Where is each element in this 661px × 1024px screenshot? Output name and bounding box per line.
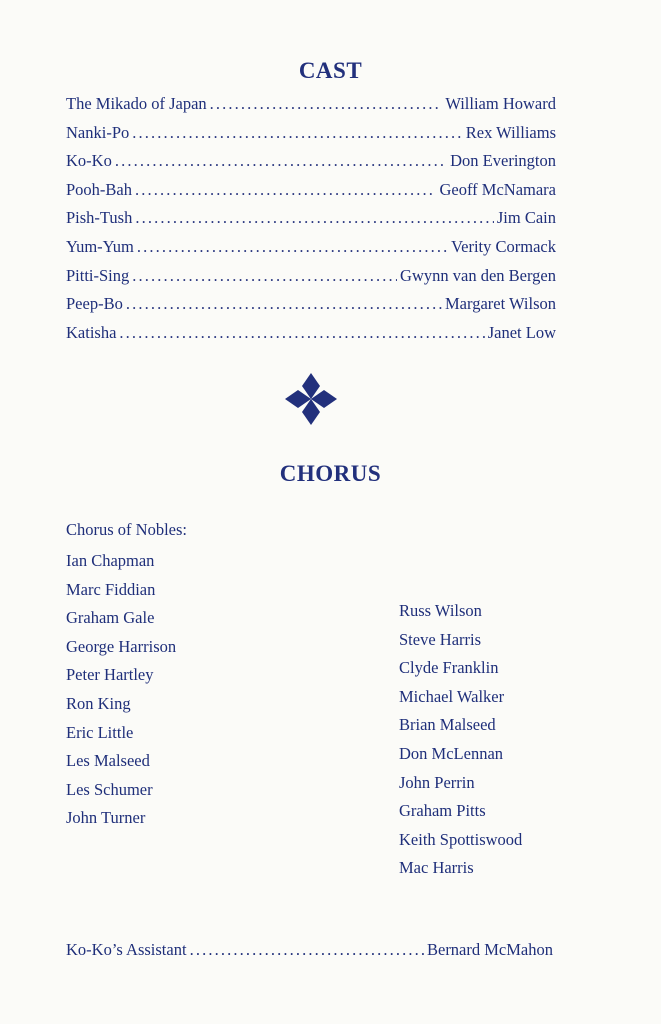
chorus-member: Brian Malseed (399, 715, 496, 735)
actor-name: Verity Cormack (451, 236, 556, 256)
role-name: Pitti-Sing (66, 265, 130, 285)
cast-row (66, 123, 556, 152)
chorus-left-column (66, 547, 176, 833)
leader-dots (132, 266, 397, 286)
role-name: Peep-Bo (66, 294, 123, 314)
leader-dots (119, 323, 484, 343)
leader-dots (210, 94, 443, 114)
chorus-member: Clyde Franklin (399, 658, 499, 678)
assistant-row (66, 940, 553, 960)
role-name: Pish-Tush (66, 208, 133, 228)
chorus-member: Michael Walker (399, 686, 505, 706)
cast-row (66, 94, 556, 123)
cast-row (66, 208, 556, 237)
chorus-member: Mac Harris (399, 858, 474, 878)
cast-row (66, 237, 556, 266)
leader-dots (190, 940, 424, 960)
cast-heading: CAST (298, 58, 363, 83)
chorus-right-column (399, 597, 522, 883)
chorus-member: John Perrin (399, 772, 475, 792)
leader-dots (132, 123, 463, 143)
cast-row (66, 151, 556, 180)
cast-row (66, 266, 556, 295)
chorus-member: Marc Fiddian (66, 579, 156, 599)
chorus-member: Graham Gale (66, 608, 155, 628)
chorus-member: Peter Hartley (66, 665, 154, 685)
cast-row (66, 323, 556, 352)
actor-name: Janet Low (487, 322, 556, 342)
role-name: Pooh-Bah (66, 179, 132, 199)
leader-dots (135, 208, 494, 228)
cast-list (66, 94, 556, 351)
actor-name: Geoff McNamara (439, 179, 556, 199)
actor-name: Jim Cain (496, 208, 556, 228)
leader-dots (115, 151, 447, 171)
chorus-heading: CHORUS (279, 461, 382, 486)
cast-row (66, 294, 556, 323)
chorus-member: Graham Pitts (399, 801, 486, 821)
leader-dots (137, 237, 448, 257)
chorus-member: Eric Little (66, 722, 134, 742)
chorus-group-label: Chorus of Nobles: (66, 520, 187, 539)
chorus-member: Steve Harris (399, 629, 482, 649)
chorus-member: Don McLennan (399, 743, 504, 763)
chorus-member: Russ Wilson (399, 601, 482, 620)
actor-name: Don Everington (450, 151, 556, 171)
cast-row (66, 180, 556, 209)
role-name: Nanki-Po (66, 122, 130, 142)
leader-dots (126, 294, 442, 314)
chorus-member: Les Schumer (66, 779, 153, 799)
chorus-member: Ron King (66, 693, 131, 713)
actor-name: Margaret Wilson (445, 294, 556, 314)
role-name: Ko-Ko’s Assistant (66, 940, 187, 959)
chorus-member: Keith Spottiswood (399, 829, 523, 849)
role-name: The Mikado of Japan (66, 94, 207, 113)
four-diamond-ornament-icon (282, 370, 340, 428)
role-name: Ko-Ko (66, 151, 112, 171)
role-name: Yum-Yum (66, 236, 134, 256)
actor-name: Bernard McMahon (426, 940, 553, 959)
actor-name: Gwynn van den Bergen (400, 265, 556, 285)
role-name: Katisha (66, 322, 117, 342)
actor-name: William Howard (445, 94, 556, 113)
chorus-member: Les Malseed (66, 751, 150, 771)
chorus-member: George Harrison (66, 636, 177, 656)
actor-name: Rex Williams (465, 122, 556, 142)
chorus-member: John Turner (66, 808, 146, 828)
chorus-member: Ian Chapman (66, 551, 155, 570)
leader-dots (135, 180, 436, 200)
